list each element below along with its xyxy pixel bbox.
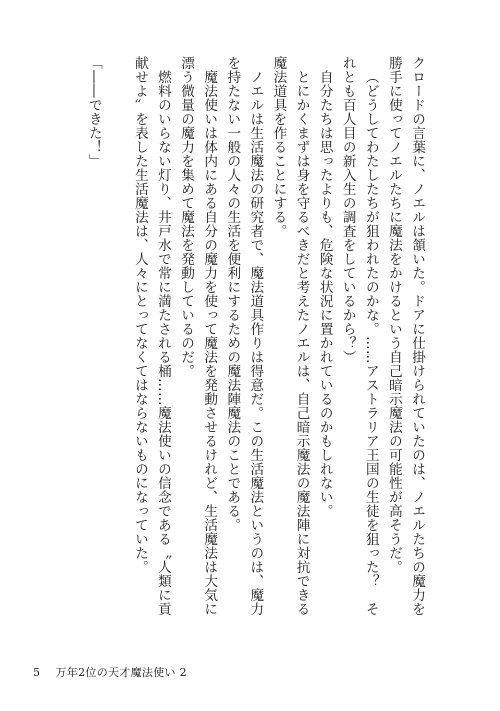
paragraph-7: 燃料のいらない灯り、井戸水で常に満たされる桶……魔法使いの信念である〝人類に貢献せよ〟を表した生活魔法は、人々にとってなくてはならないものになっていた。 (131, 56, 171, 616)
paragraph-6: 魔法使いは体内にある自分の魔力を使って魔法を発動させるけれど、生活魔法は大気に漂う微量の魔力を集めて魔法を発動しているのだ。 (178, 56, 218, 616)
page-footer (33, 664, 187, 680)
paragraph-4: とにかくまずは身を守るべきだと考えたノエルは、自己暗示魔法の魔法陣に対抗できる魔法道具を作ることにする。 (270, 56, 310, 616)
paragraph-3: 自分たちは思ったよりも、危険な状況に置かれているのかもしれない。 (316, 69, 333, 518)
dialogue-line: 「――できた！」 (85, 56, 102, 168)
running-title: 万年2位の天才魔法使い 2 (55, 666, 187, 679)
paragraph-1: クロードの言葉に、ノエルは頷いた。ドアに仕掛けられていたのは、ノエルたちの魔力を勝手に使ってノエルたちに魔法をかけるという自己暗示魔法の可能性が高そうだ。 (385, 56, 425, 616)
page-number: 5 (33, 666, 40, 679)
vertical-text-body (82, 56, 428, 616)
paragraph-5: ノエルは生活魔法の研究者で、魔法道具作りは得意だ。この生活魔法というのは、魔力を持たない一般の人々の生活を便利にするための魔法陣魔法のことである。 (224, 56, 264, 616)
paragraph-2: （どうしてわたしたちが狙われたのかな。……アストラリア王国の生徒を狙った？ それとも百人目の新入生の調査をしているから？） (339, 56, 379, 616)
